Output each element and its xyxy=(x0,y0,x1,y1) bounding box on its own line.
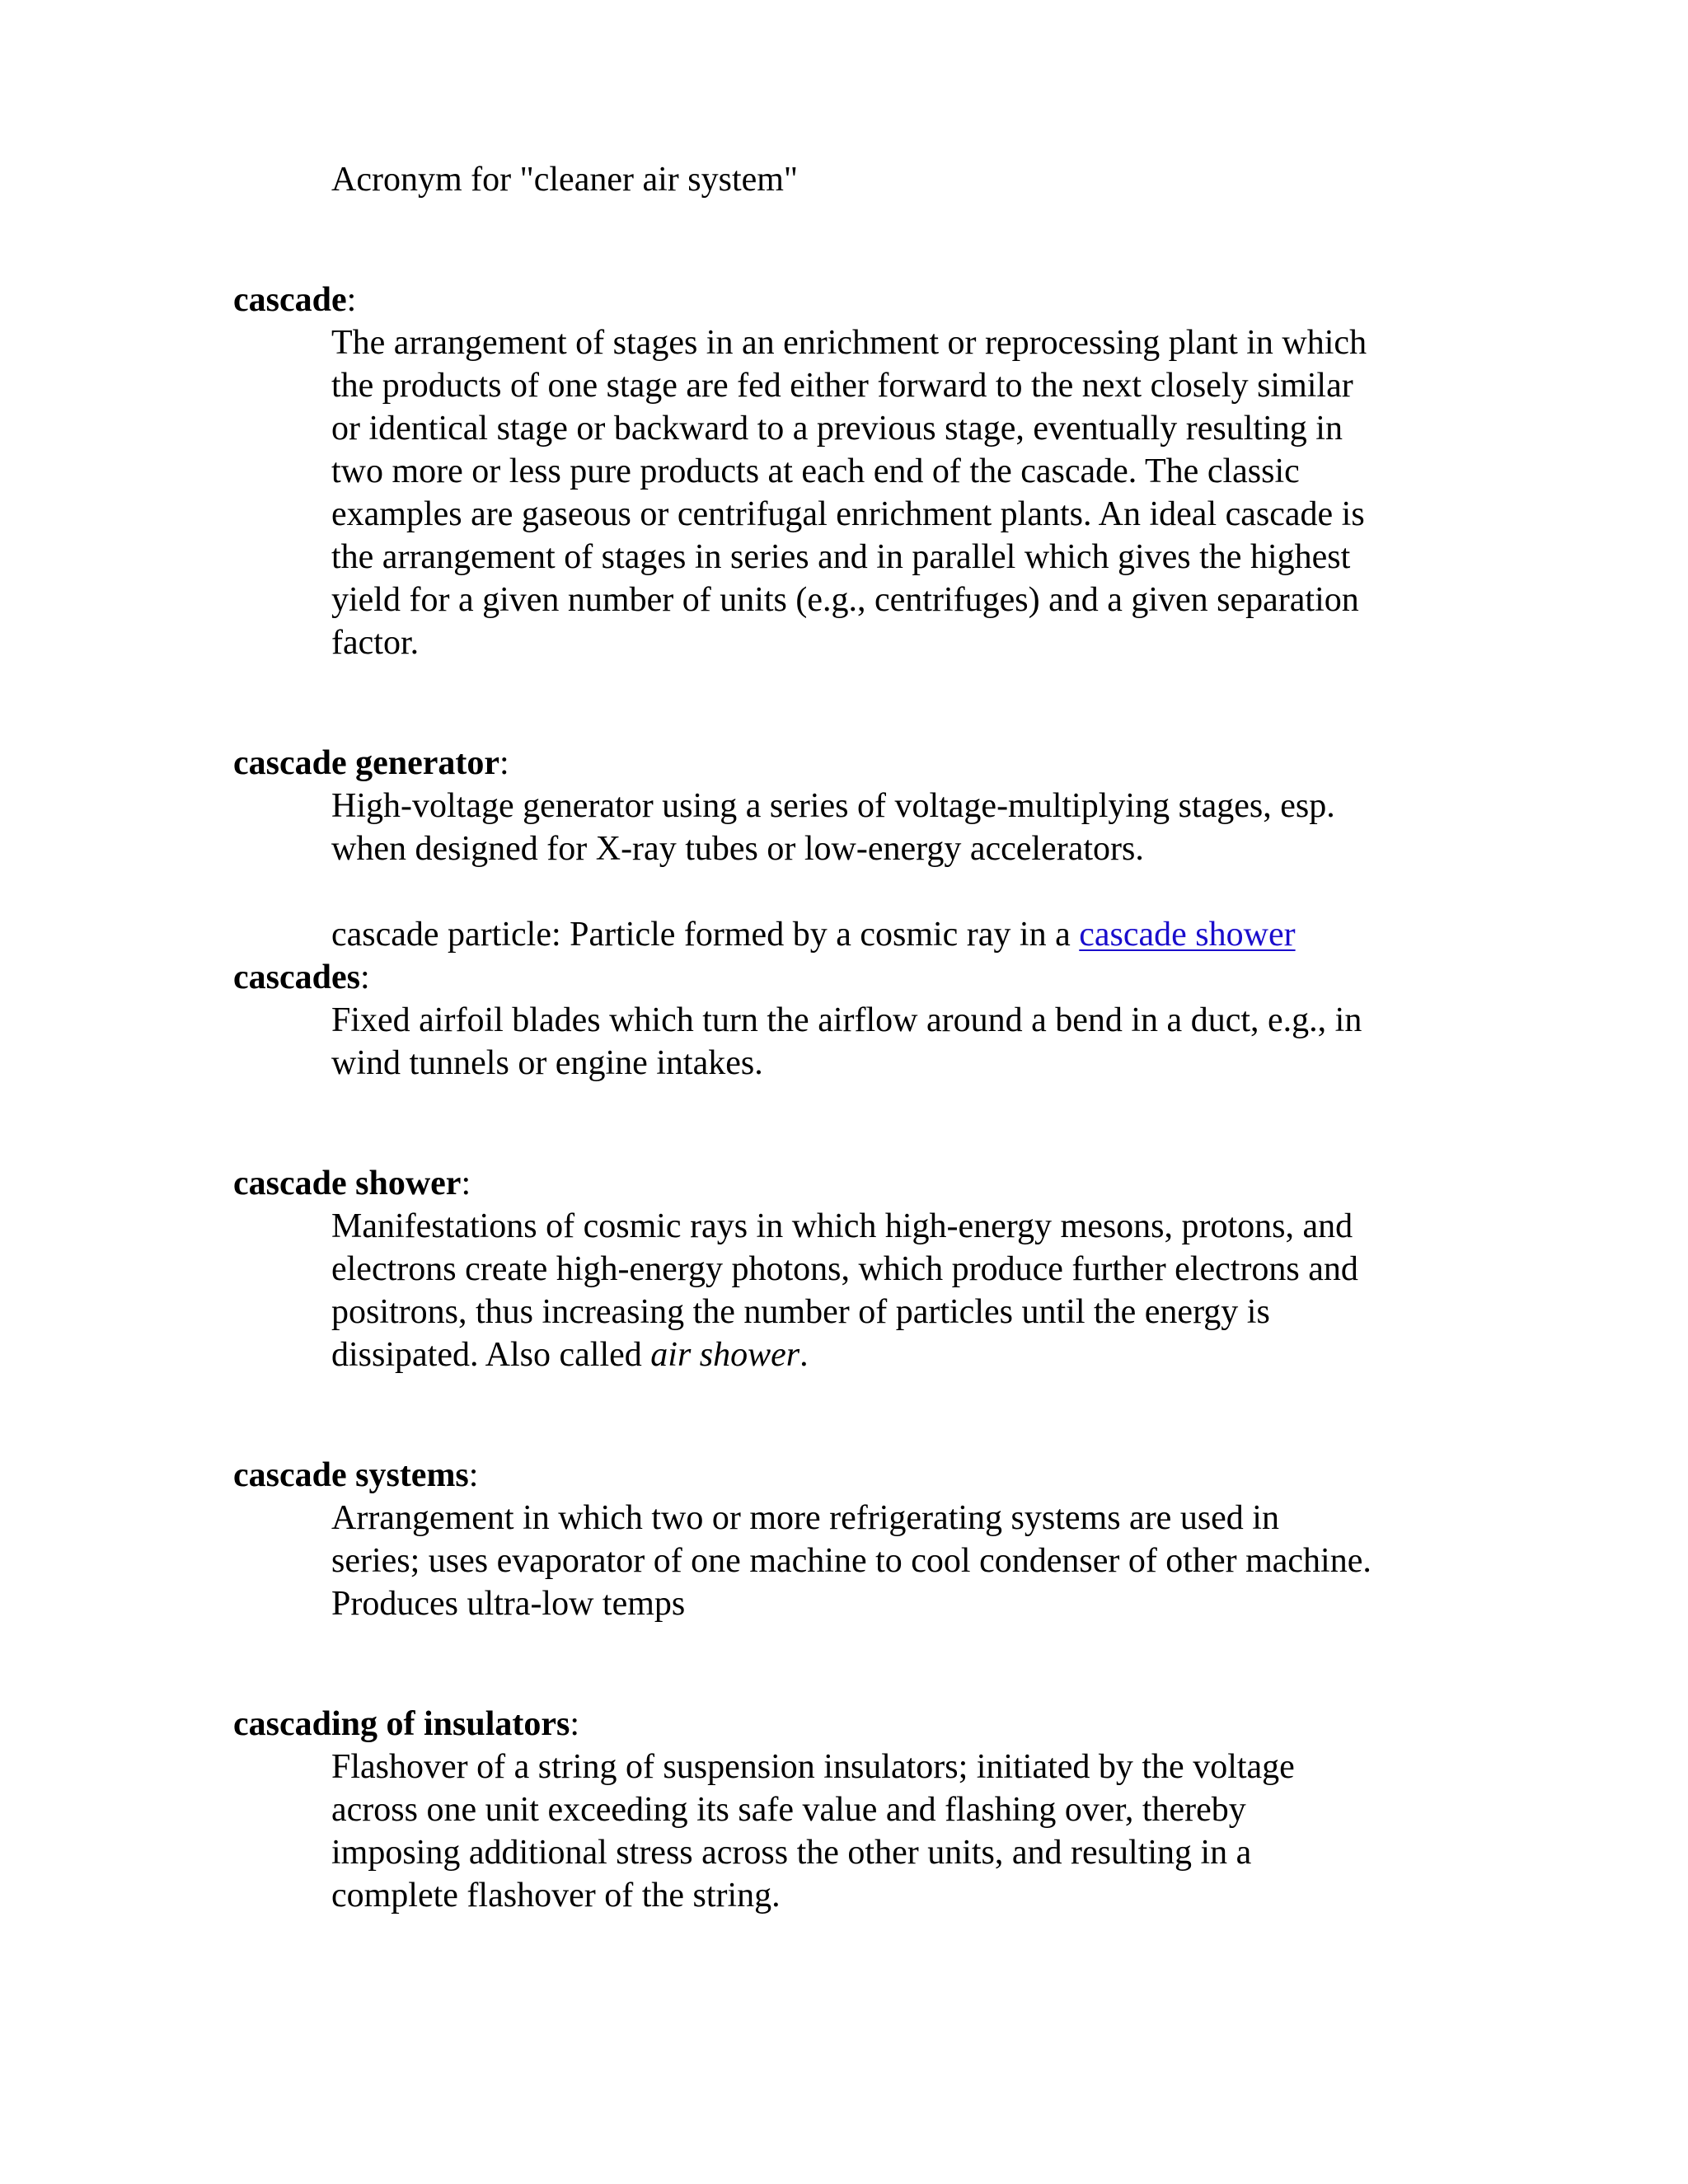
definition-line: imposing additional stress across the other units, and resulting in a xyxy=(331,1834,1252,1872)
term-colon: : xyxy=(499,744,509,782)
definition-line xyxy=(331,1333,809,1376)
definition-line: Fixed airfoil blades which turn the airflow around a bend in a duct, e.g., in xyxy=(331,1001,1362,1039)
definition-line: Produces ultra-low temps xyxy=(331,1585,686,1623)
definition-line: or identical stage or backward to a previous stage, eventually resulting in xyxy=(331,410,1343,448)
term-colon: : xyxy=(461,1165,471,1202)
cascade-particle-line xyxy=(331,913,1296,956)
intro-definition: Acronym for "cleaner air system" xyxy=(331,161,799,199)
definition-line: two more or less pure products at each end of the cascade. The classic xyxy=(331,452,1300,490)
term-heading-cascades xyxy=(233,956,370,999)
definition-text: . xyxy=(799,1336,809,1374)
term-heading-cascade-systems xyxy=(233,1454,478,1497)
term-word: cascade systems xyxy=(233,1456,469,1494)
definition-line: The arrangement of stages in an enrichment or reprocessing plant in which xyxy=(331,324,1367,362)
term-colon: : xyxy=(468,1456,479,1494)
definition-text: dissipated. Also called xyxy=(331,1336,651,1374)
definition-line: factor. xyxy=(331,624,420,662)
definition-line: Flashover of a string of suspension insulators; initiated by the voltage xyxy=(331,1748,1295,1786)
term-heading-cascading-of-insulators xyxy=(233,1703,579,1746)
definition-line: across one unit exceeding its safe value and flashing over, thereby xyxy=(331,1791,1246,1829)
cascade-particle-text: cascade particle: Particle formed by a cosmic ray in a xyxy=(331,916,1080,954)
term-word: cascade generator xyxy=(233,744,500,782)
term-colon: : xyxy=(346,281,357,319)
definition-line: examples are gaseous or centrifugal enrichment plants. An ideal cascade is xyxy=(331,495,1365,533)
definition-line: the arrangement of stages in series and in parallel which gives the highest xyxy=(331,538,1351,576)
definition-line: Arrangement in which two or more refrigerating systems are used in xyxy=(331,1499,1279,1537)
definition-line: wind tunnels or engine intakes. xyxy=(331,1044,763,1082)
italic-term-air-shower: air shower xyxy=(650,1336,800,1374)
definition-line: Manifestations of cosmic rays in which high-energy mesons, protons, and xyxy=(331,1207,1353,1245)
term-heading-cascade-generator xyxy=(233,742,509,785)
term-colon: : xyxy=(570,1705,580,1743)
term-heading-cascade xyxy=(233,279,356,321)
definition-line: complete flashover of the string. xyxy=(331,1877,781,1915)
term-word: cascades xyxy=(233,958,360,996)
definition-line: series; uses evaporator of one machine to cool condenser of other machine. xyxy=(331,1542,1372,1580)
term-word: cascade xyxy=(233,281,347,319)
definition-line: when designed for X-ray tubes or low-energy accelerators. xyxy=(331,830,1144,868)
term-word: cascading of insulators xyxy=(233,1705,570,1743)
definition-line: positrons, thus increasing the number of particles until the energy is xyxy=(331,1293,1270,1331)
definition-line: High-voltage generator using a series of voltage-multiplying stages, esp. xyxy=(331,787,1335,825)
definition-line: yield for a given number of units (e.g., centrifuges) and a given separation xyxy=(331,581,1359,619)
cascade-shower-link[interactable]: cascade shower xyxy=(1079,916,1296,954)
definition-line: electrons create high-energy photons, which produce further electrons and xyxy=(331,1250,1358,1288)
term-word: cascade shower xyxy=(233,1165,462,1202)
term-colon: : xyxy=(359,958,370,996)
definition-line: the products of one stage are fed either forward to the next closely similar xyxy=(331,367,1353,405)
term-heading-cascade-shower xyxy=(233,1162,471,1205)
